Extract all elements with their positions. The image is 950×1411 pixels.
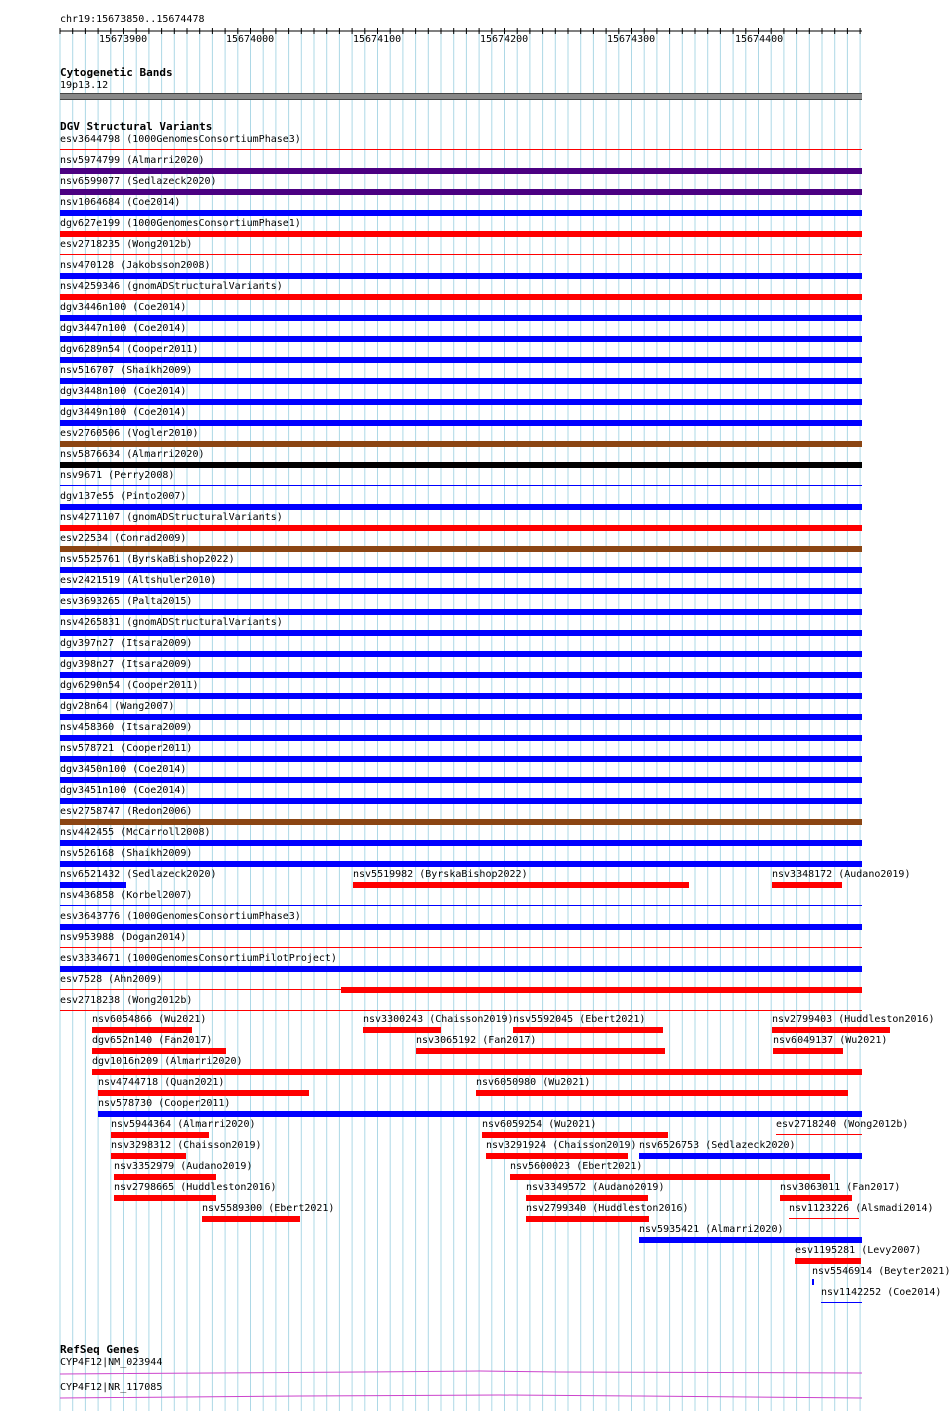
variant-bar[interactable] [60,905,862,906]
variant-label[interactable]: nsv2799403 (Huddleston2016) [772,1014,935,1025]
variant-label[interactable]: esv3693265 (Palta2015) [60,596,193,607]
variant-label[interactable]: esv3644798 (1000GenomesConsortiumPhase3) [60,134,301,145]
variant-bar[interactable] [92,1069,862,1075]
variant-bar[interactable] [772,882,842,888]
variant-bar[interactable] [60,693,862,699]
ruler-tick-label: 15673900 [99,34,148,45]
ruler-tick-label: 15674000 [226,34,275,45]
variant-bar[interactable] [60,798,862,804]
variant-label[interactable]: nsv436858 (Korbel2007) [60,890,193,901]
variant-bar[interactable] [363,1027,441,1033]
variant-label[interactable]: nsv1142252 (Coe2014) [821,1287,942,1298]
variant-label[interactable]: dgv3450n100 (Coe2014) [60,764,187,775]
variant-bar[interactable] [60,756,862,762]
variant-bar[interactable] [812,1279,814,1285]
variant-label[interactable]: nsv953988 (Dogan2014) [60,932,187,943]
variant-label[interactable]: nsv6049137 (Wu2021) [773,1035,888,1046]
variant-label[interactable]: nsv9671 (Perry2008) [60,470,175,481]
variant-label[interactable]: nsv3065192 (Fan2017) [416,1035,537,1046]
ruler-tick-label: 15674400 [735,34,784,45]
variant-label[interactable]: nsv5519982 (ByrskaBishop2022) [353,869,528,880]
variant-label[interactable]: esv3643776 (1000GenomesConsortiumPhase3) [60,911,301,922]
variant-bar[interactable] [60,294,862,300]
variant-label[interactable]: nsv3291924 (Chaisson2019) [486,1140,637,1151]
variant-label[interactable]: nsv5935421 (Almarri2020) [639,1224,784,1235]
variant-label[interactable]: nsv5592045 (Ebert2021) [513,1014,646,1025]
variant-bar[interactable] [60,336,862,342]
locus-label: chr19:15673850..15674478 [60,14,205,25]
variant-label[interactable]: esv2758747 (Redon2006) [60,806,193,817]
variant-bar[interactable] [773,1048,843,1054]
variant-label[interactable]: nsv3352979 (Audano2019) [114,1161,253,1172]
cytoband-bar[interactable] [60,93,862,100]
gene-model-1 [60,1371,862,1374]
variant-label[interactable]: nsv5600023 (Ebert2021) [510,1161,643,1172]
variant-bar[interactable] [510,1174,830,1180]
variant-label[interactable]: nsv470128 (Jakobsson2008) [60,260,211,271]
variant-bar[interactable] [772,1027,890,1033]
variant-bar[interactable] [60,924,862,930]
variant-label[interactable]: esv3334671 (1000GenomesConsortiumPilotProject) [60,953,337,964]
variant-label[interactable]: dgv652n140 (Fan2017) [92,1035,213,1046]
variant-bar[interactable] [639,1237,862,1243]
variant-bar[interactable] [60,777,862,783]
variant-bar[interactable] [60,861,862,867]
variant-label[interactable]: esv2718235 (Wong2012b) [60,239,193,250]
gene-model-2 [60,1395,862,1398]
variant-bar[interactable] [98,1090,309,1096]
variant-bar[interactable] [114,1195,216,1201]
variant-bar[interactable] [795,1258,861,1264]
variant-bar[interactable] [60,441,862,447]
variant-label[interactable]: nsv5525761 (ByrskaBishop2022) [60,554,235,565]
variant-label[interactable]: nsv6050980 (Wu2021) [476,1077,591,1088]
variant-label[interactable]: dgv3451n100 (Coe2014) [60,785,187,796]
variant-bar[interactable] [60,357,862,363]
variant-label[interactable]: dgv3449n100 (Coe2014) [60,407,187,418]
refseq-track-title: RefSeq Genes [60,1343,140,1356]
variant-label[interactable]: esv22534 (Conrad2009) [60,533,187,544]
variant-bar[interactable] [60,840,862,846]
position-ruler[interactable] [0,0,890,60]
variant-label[interactable]: dgv3447n100 (Coe2014) [60,323,187,334]
variant-bar[interactable] [202,1216,300,1222]
variant-label[interactable]: nsv2798665 (Huddleston2016) [114,1182,277,1193]
variant-bar[interactable] [114,1174,216,1180]
variant-label[interactable]: nsv516707 (Shaikh2009) [60,365,193,376]
variant-bar[interactable] [60,588,862,594]
variant-bar[interactable] [92,1048,226,1054]
variant-label[interactable]: dgv6290n54 (Cooper2011) [60,680,199,691]
variant-bar[interactable] [341,987,862,993]
variant-label[interactable]: dgv397n27 (Itsara2009) [60,638,193,649]
variant-bar[interactable] [789,1218,859,1219]
variant-bar[interactable] [60,149,862,150]
variant-bar[interactable] [353,882,689,888]
variant-bar[interactable] [526,1195,648,1201]
variant-label[interactable]: nsv5944364 (Almarri2020) [111,1119,256,1130]
variant-label[interactable]: nsv4265831 (gnomADStructuralVariants) [60,617,283,628]
variant-label[interactable]: nsv5546914 (Beyter2021) [812,1266,950,1277]
variant-label[interactable]: esv2760506 (Vogler2010) [60,428,199,439]
variant-bar[interactable] [486,1153,628,1159]
variant-bar[interactable] [60,989,341,990]
variant-label[interactable]: nsv3300243 (Chaisson2019) [363,1014,514,1025]
variant-bar[interactable] [60,882,126,888]
variant-label[interactable]: nsv5589300 (Ebert2021) [202,1203,335,1214]
variant-label[interactable]: esv2421519 (Altshuler2010) [60,575,217,586]
variant-bar[interactable] [60,966,862,972]
variant-label[interactable]: dgv28n64 (Wang2007) [60,701,175,712]
variant-label[interactable]: nsv5974799 (Almarri2020) [60,155,205,166]
variant-label[interactable]: dgv3446n100 (Coe2014) [60,302,187,313]
variant-bar[interactable] [60,609,862,615]
variant-label[interactable]: nsv578730 (Cooper2011) [98,1098,231,1109]
variant-label[interactable]: nsv1123226 (Alsmadi2014) [789,1203,934,1214]
variant-bar[interactable] [526,1216,649,1222]
gene-label-2[interactable]: CYP4F12|NR_117085 [60,1382,163,1393]
variant-label[interactable]: dgv3448n100 (Coe2014) [60,386,187,397]
variant-bar[interactable] [60,504,862,510]
variant-label[interactable]: nsv458360 (Itsara2009) [60,722,193,733]
variant-bar[interactable] [60,485,862,486]
ruler-tick-label: 15674100 [353,34,402,45]
variant-bar[interactable] [92,1027,192,1033]
variant-label[interactable]: nsv578721 (Cooper2011) [60,743,193,754]
variant-label[interactable]: dgv137e55 (Pinto2007) [60,491,187,502]
variant-bar[interactable] [60,210,862,216]
variant-label[interactable]: dgv6289n54 (Cooper2011) [60,344,199,355]
variant-bar[interactable] [513,1027,663,1033]
variant-label[interactable]: nsv526168 (Shaikh2009) [60,848,193,859]
ruler-tick-label: 15674200 [480,34,529,45]
variant-label[interactable]: nsv6526753 (Sedlazeck2020) [639,1140,796,1151]
variant-bar[interactable] [60,819,862,825]
variant-label[interactable]: dgv627e199 (1000GenomesConsortiumPhase1) [60,218,301,229]
variant-bar[interactable] [60,399,862,405]
variant-label[interactable]: esv2718238 (Wong2012b) [60,995,193,1006]
variant-label[interactable]: nsv5876634 (Almarri2020) [60,449,205,460]
variant-bar[interactable] [60,378,862,384]
variant-bar[interactable] [60,947,862,948]
variant-label[interactable]: dgv398n27 (Itsara2009) [60,659,193,670]
cytoband-label: 19p13.12 [60,80,109,91]
variant-label[interactable]: nsv4259346 (gnomADStructuralVariants) [60,281,283,292]
variant-label[interactable]: nsv2799340 (Huddleston2016) [526,1203,689,1214]
variant-label[interactable]: nsv6599077 (Sedlazeck2020) [60,176,217,187]
variant-label[interactable]: nsv1064684 (Coe2014) [60,197,181,208]
variant-label[interactable]: esv7528 (Ahn2009) [60,974,163,985]
gene-models[interactable] [0,1366,890,1406]
variant-bar[interactable] [60,735,862,741]
variant-bar[interactable] [476,1090,848,1096]
variant-bar[interactable] [60,672,862,678]
variant-label[interactable]: nsv6059254 (Wu2021) [482,1119,597,1130]
variant-bar[interactable] [60,630,862,636]
variant-bar[interactable] [60,315,862,321]
variant-label[interactable]: dgv1016n209 (Almarri2020) [92,1056,243,1067]
variant-label[interactable]: nsv4744718 (Quan2021) [98,1077,225,1088]
variant-bar[interactable] [111,1153,186,1159]
variant-bar[interactable] [60,714,862,720]
variant-bar[interactable] [821,1302,862,1303]
variant-label[interactable]: esv2718240 (Wong2012b) [776,1119,909,1130]
variant-bar[interactable] [60,231,862,237]
gene-label-1[interactable]: CYP4F12|NM_023944 [60,1357,163,1368]
variant-bar[interactable] [60,525,862,531]
variant-bar[interactable] [416,1048,665,1054]
variant-bar[interactable] [60,273,862,279]
variant-bar[interactable] [60,546,862,552]
variant-label[interactable]: esv1195281 (Levy2007) [795,1245,922,1256]
variant-bar[interactable] [60,254,862,255]
variant-label[interactable]: nsv6521432 (Sedlazeck2020) [60,869,217,880]
variant-bar[interactable] [780,1195,852,1201]
variant-bar[interactable] [60,189,862,195]
variant-bar[interactable] [776,1134,862,1135]
variant-bar[interactable] [98,1111,862,1117]
variant-bar[interactable] [111,1132,209,1138]
variant-label[interactable]: nsv3348172 (Audano2019) [772,869,911,880]
variant-bar[interactable] [60,651,862,657]
variant-label[interactable]: nsv4271107 (gnomADStructuralVariants) [60,512,283,523]
variant-bar[interactable] [60,420,862,426]
variant-bar[interactable] [60,1010,862,1011]
variant-bar[interactable] [639,1153,862,1159]
variant-bar[interactable] [60,168,862,174]
variant-label[interactable]: nsv3063011 (Fan2017) [780,1182,901,1193]
variant-label[interactable]: nsv6054866 (Wu2021) [92,1014,207,1025]
cytoband-track-title: Cytogenetic Bands [60,66,173,79]
dgv-track-title: DGV Structural Variants [60,120,213,133]
variant-bar[interactable] [60,567,862,573]
variant-label[interactable]: nsv3298312 (Chaisson2019) [111,1140,262,1151]
ruler-tick-label: 15674300 [607,34,656,45]
variant-label[interactable]: nsv3349572 (Audano2019) [526,1182,665,1193]
variant-label[interactable]: nsv442455 (McCarroll2008) [60,827,211,838]
variant-bar[interactable] [482,1132,668,1138]
variant-bar[interactable] [60,462,862,468]
